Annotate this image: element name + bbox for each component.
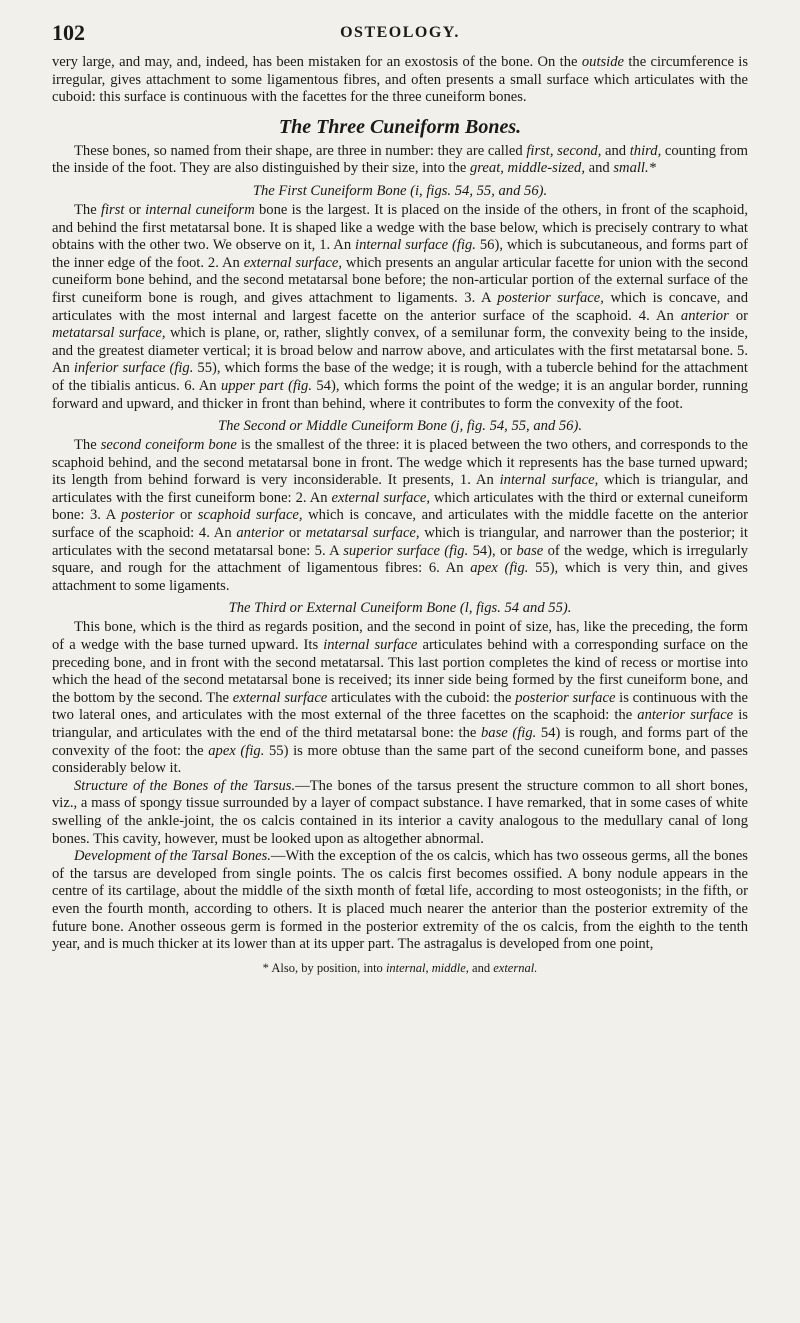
names-paragraph: These bones, so named from their shape, are three in number: they are called first, second, and third, counting from the inside of the foot. They are also distinguished by their size, into the great, middle-sized, and small.*: [52, 142, 748, 177]
first-cuneiform-title: The First Cuneiform Bone (i, figs. 54, 55, and 56).: [252, 182, 548, 199]
intro-paragraph: very large, and may, and, indeed, has been mistaken for an exostosis of the bone. On the outside the circumference is irregular, gives attachment to some ligamentous fibres, and often presents a small surface which articulates with the cuboid: this surface is continuous with the facettes for the three cuneiform bones.: [52, 54, 748, 106]
second-cuneiform-title: The Second or Middle Cuneiform Bone (j, fig. 54, 55, and 56).: [218, 418, 582, 435]
running-head: OSTEOLOGY.: [340, 24, 460, 41]
second-cuneiform-paragraph: The second coneiform bone is the smallest of the three: it is placed between the two others, and corresponds to the scaphoid behind, and the second metatarsal bone in front. The wedge which it represents has the base turned upward; its length from behind forward is very inconsiderable. It presents, 1. An internal surface, which is triangular, and articulates with the first cuneiform bone: 2. An external surface, which articulates with the third or external cuneiform bone: 3. A posterior or scaphoid surface, which is concave, and articulates with the middle facette on the anterior surface of the scaphoid: 4. An anterior or metatarsal surface, which is triangular, and narrower than the posterior; it articulates with the second metatarsal bone: 5. A superior surface (fig. 54), or base of the wedge, which is irregularly square, and rough for the attachment of ligamentous fibres: 6. An apex (fig. 55), which is very thin, and gives attachment to some ligaments.: [52, 437, 748, 594]
development-paragraph: Development of the Tarsal Bones.—With the exception of the os calcis, which has two osseous germs, all the bones of the tarsus are developed from single points. The os calcis first becomes ossified. A bony nodule appears in the centre of its cartilage, about the middle of the sixth month of fœtal life, according to most osteogonists; in the fifth, or even the fourth month, according to others. It is placed much nearer the anterior than the posterior extremity of the future bone. Another osseous germ is formed in the posterior extremity of the os calcis, from the eighth to the tenth year, and is much thicker at its lower than at its upper part. The astragalus is developed from one point,: [52, 848, 748, 953]
footnote: * Also, by position, into internal, middle, and external.: [262, 960, 538, 975]
structure-paragraph: Structure of the Bones of the Tarsus.—The bones of the tarsus present the structure common to all short bones, viz., a mass of spongy tissue surrounded by a layer of compact substance. I have remarked, that in some cases of white swelling of the ankle-joint, the os calcis contained in its interior a cavity analogous to the medullary canal of long bones. This cavity, however, must be looked upon as altogether abnormal.: [52, 777, 748, 847]
first-cuneiform-paragraph: The first or internal cuneiform bone is the largest. It is placed on the inside of the others, in front of the scaphoid, and behind the first metatarsal bone. It is shaped like a wedge with the base below, which is precisely contrary to what obtains with the other two. We observe on it, 1. An internal surface (fig. 56), which is subcutaneous, and forms part of the inner edge of the foot. 2. An external surface, which presents an angular articular facette for union with the second cuneiform bone behind, and the second metatarsal bone before; the non-articular portion of the external surface of the first cuneiform bone is rough, and gives attachment to ligaments. 3. A posterior surface, which is concave, and articulates with the most internal and largest facette on the anterior surface of the scaphoid. 4. An anterior or metatarsal surface, which is plane, or, rather, slightly convex, of a semilunar form, the convexity being to the inside, and the greatest diameter vertical; it is broad below and narrow above, and articulates with the first metatarsal bone. 5. An inferior surface (fig. 55), which forms the base of the wedge; it is rough, with a tubercle behind for the attachment of the tibialis anticus. 6. An upper part (fig. 54), which forms the point of the wedge; it is an angular border, running forward and upward, and thicker in front than behind, where it contributes to form the convexity of the foot.: [52, 201, 748, 412]
section-title: The Three Cuneiform Bones.: [278, 115, 522, 138]
third-cuneiform-paragraph: This bone, which is the third as regards position, and the second in point of size, has, like the preceding, the form of a wedge with the base turned upward. Its internal surface articulates behind with a corresponding surface on the preceding bone, and in front with the second metatarsal. This last portion completes the kind of recess or mortise into which the head of the second metatarsal bone is received; its inner side being formed by the first cuneiform bone, and the bottom by the second. The external surface articulates with the cuboid: the posterior surface is continuous with the two lateral ones, and articulates with the most external of the three facettes on the scaphoid: the anterior surface is triangular, and articulates with the end of the third metatarsal bone: the base (fig. 54) is rough, and forms part of the convexity of the foot: the apex (fig. 55) is more obtuse than the same part of the second cuneiform bone, and passes considerably below it.: [52, 619, 749, 777]
page-number: 102: [52, 20, 85, 45]
page-header: [52, 20, 748, 54]
third-cuneiform-title: The Third or External Cuneiform Bone (l, figs. 54 and 55).: [228, 600, 572, 617]
